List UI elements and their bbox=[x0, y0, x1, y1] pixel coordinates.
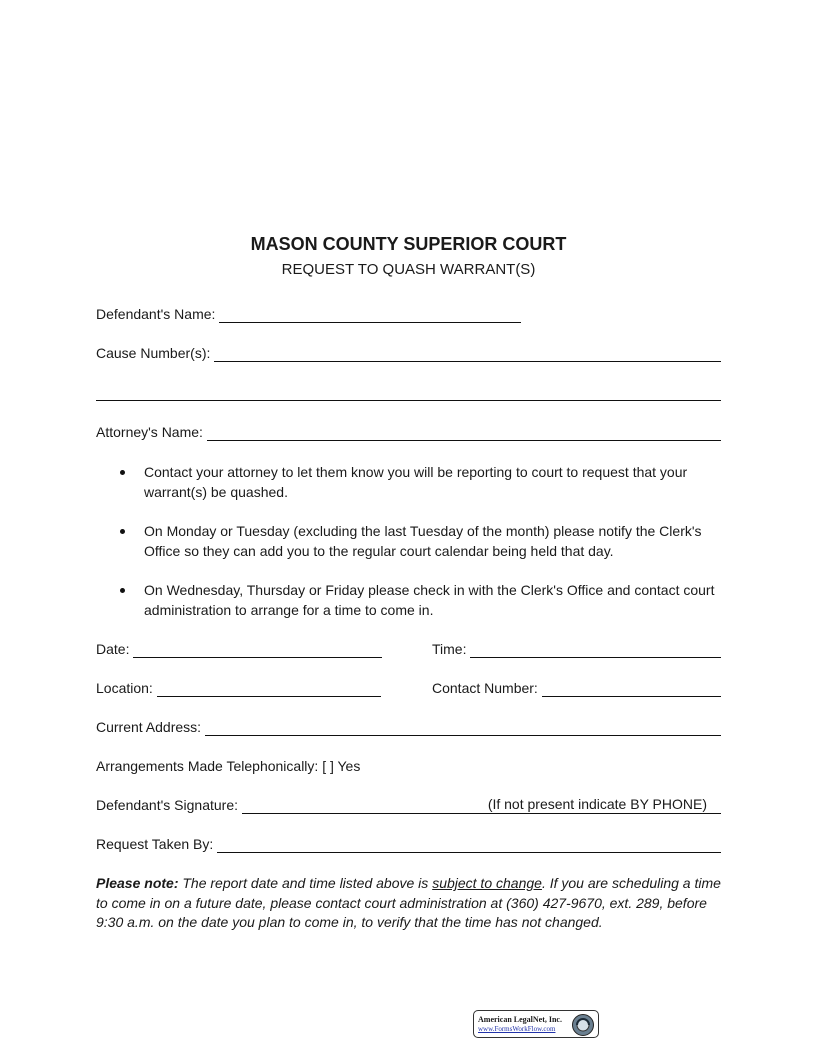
cause-number-field[interactable] bbox=[214, 345, 721, 362]
location-label: Location: bbox=[96, 680, 153, 696]
logo-url: www.FormsWorkFlow.com bbox=[478, 1025, 556, 1033]
arrangements-row bbox=[96, 757, 360, 775]
request-taken-row bbox=[96, 835, 721, 853]
request-taken-field[interactable] bbox=[217, 836, 721, 853]
globe-icon bbox=[571, 1013, 595, 1037]
bullet-icon bbox=[120, 470, 125, 475]
contact-number-row bbox=[432, 679, 721, 697]
location-field[interactable] bbox=[157, 680, 381, 697]
signature-note: (If not present indicate BY PHONE) bbox=[487, 796, 707, 812]
attorney-name-field[interactable] bbox=[207, 424, 721, 441]
bullet-icon bbox=[120, 588, 125, 593]
note-text-2: . If you are scheduling a time to come in on a future date, please contact court administration at (360) 427-9670, ext. 289, before 9:30 a.m. on the date you plan to come in, to verify that the time has not changed. bbox=[96, 875, 721, 930]
note-text-1: The report date and time listed above is bbox=[178, 875, 433, 891]
instruction-item bbox=[96, 580, 721, 620]
request-taken-label: Request Taken By: bbox=[96, 836, 214, 852]
form-page bbox=[96, 0, 721, 1056]
time-field[interactable] bbox=[470, 641, 721, 658]
arrangements-checkbox-label[interactable]: Arrangements Made Telephonically: [ ] Yes bbox=[96, 758, 361, 774]
contact-number-field[interactable] bbox=[542, 680, 721, 697]
signature-label: Defendant's Signature: bbox=[96, 797, 238, 813]
instruction-item bbox=[96, 462, 721, 502]
attorney-name-label: Attorney's Name: bbox=[96, 424, 203, 440]
location-row bbox=[96, 679, 381, 697]
time-row bbox=[432, 640, 721, 658]
instruction-item bbox=[96, 521, 721, 561]
attorney-name-row bbox=[96, 423, 721, 441]
time-label: Time: bbox=[432, 641, 467, 657]
note-lead: Please note: bbox=[96, 875, 179, 891]
contact-number-label: Contact Number: bbox=[432, 680, 538, 696]
instruction-text: On Wednesday, Thursday or Friday please check in with the Clerk's Office and contact court administration to arrange for a time to come in. bbox=[144, 582, 715, 618]
current-address-label: Current Address: bbox=[96, 719, 202, 735]
date-label: Date: bbox=[96, 641, 130, 657]
date-row bbox=[96, 640, 382, 658]
current-address-field[interactable] bbox=[205, 719, 721, 736]
logo-company-name: American LegalNet, Inc. bbox=[478, 1015, 562, 1024]
instructions-list bbox=[96, 462, 721, 639]
date-field[interactable] bbox=[133, 641, 382, 658]
current-address-row bbox=[96, 718, 721, 736]
please-note bbox=[96, 874, 721, 933]
instruction-text: Contact your attorney to let them know you will be reporting to court to request that your warrant(s) be quashed. bbox=[144, 464, 688, 500]
signature-row bbox=[96, 796, 721, 814]
note-underlined: subject to change bbox=[432, 875, 542, 891]
signature-field[interactable] bbox=[242, 797, 721, 814]
cause-number-field-line2[interactable] bbox=[96, 400, 721, 401]
cause-number-label: Cause Number(s): bbox=[96, 345, 211, 361]
court-title: MASON COUNTY SUPERIOR COURT bbox=[250, 234, 567, 254]
defendant-name-field[interactable] bbox=[219, 306, 521, 323]
defendant-name-label: Defendant's Name: bbox=[96, 306, 216, 322]
defendant-name-row bbox=[96, 305, 521, 323]
bullet-icon bbox=[120, 529, 125, 534]
americanlegalnet-logo bbox=[473, 1010, 599, 1038]
form-subtitle: REQUEST TO QUASH WARRANT(S) bbox=[281, 261, 536, 278]
cause-number-row bbox=[96, 344, 721, 362]
instruction-text: On Monday or Tuesday (excluding the last Tuesday of the month) please notify the Clerk's Office so they can add you to the regular court calendar being held that day. bbox=[144, 523, 702, 559]
